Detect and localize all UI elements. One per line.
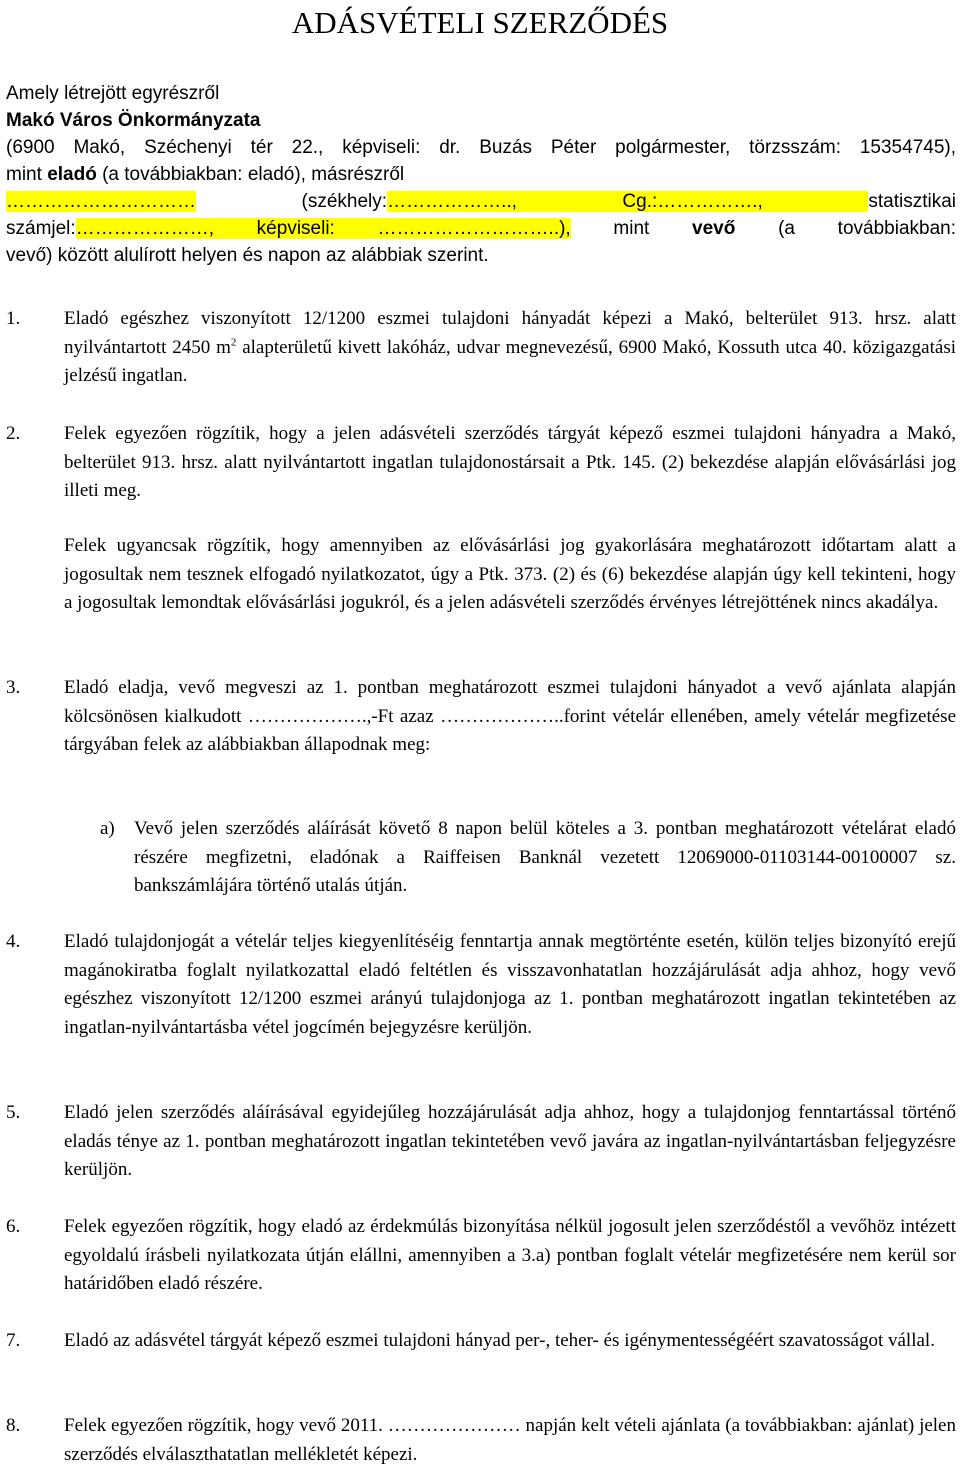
section-number: 2.: [6, 423, 21, 444]
section-1-text-a: Eladó egészhez viszonyított 12/1200 eszmei tulajdoni hányadát képezi a Makó, belterület 913. hrsz. alatt nyilvántartott 2450 m: [64, 308, 956, 358]
seller-name: [6, 107, 956, 134]
section-text: Felek egyezően rögzítik, hogy a jelen adásvételi szerződés tárgyát képező eszmei tulajdoni hányadra a Makó, belterület 913. hrsz. alatt nyilvántartott ingatlan tulajdonostársait a Ptk. 145. (2) bekezdése alapján elővásárlási jog illeti meg.: [64, 423, 956, 502]
section-1: [6, 305, 956, 391]
section-6: [6, 1213, 956, 1299]
section-number: 5.: [6, 1102, 21, 1123]
square-meter-superscript: 2: [230, 336, 237, 349]
buyer-name-blank: …………………………: [6, 191, 196, 212]
section-3: [6, 674, 956, 760]
buyer-role-bold: vevő: [692, 218, 736, 239]
section-2: [6, 420, 956, 506]
section-text: Vevő jelen szerződés aláírását követő 8 napon belül köteles a 3. pontban meghatározott vételárat eladó részére megfizetni, eladónak a Raiffeisen Banknál vezetett 12069000-01103144-00100007 sz. bankszámlájára történő utalás útján.: [134, 818, 956, 897]
seller-role-suffix: (a továbbiakban: eladó), másrészről: [96, 164, 405, 185]
intro-line-1: Amely létrejött egyrészről: [6, 83, 220, 104]
buyer-role-suffix: (a továbbiakban:: [735, 218, 956, 239]
section-4: [6, 928, 956, 1042]
buyer-details-line-1: [6, 188, 956, 215]
section-7: [6, 1327, 956, 1356]
section-number: 6.: [6, 1216, 21, 1237]
section-8: [6, 1412, 956, 1469]
section-number: 8.: [6, 1415, 21, 1436]
section-3a: [100, 815, 956, 901]
intro-closing-line: vevő) között alulírott helyen és napon az alábbiak szerint.: [6, 245, 489, 266]
seller-role-bold: eladó: [47, 164, 97, 185]
section-number: 3.: [6, 677, 21, 698]
section-text: Eladó jelen szerződés aláírásával egyidejűleg hozzájárulását adja ahhoz, hogy a tulajdonjog fenntartással történő eladás ténye az 1. pontban meghatározott ingatlan tekintetében vevő javára az ingatlan-nyilvántartásban feljegyzésre kerüljön.: [64, 1102, 956, 1181]
seller-role-line: [6, 161, 956, 188]
seller-role-prefix: mint: [6, 164, 48, 185]
section-number: 7.: [6, 1330, 21, 1351]
buyer-stat-label: statisztikai: [868, 191, 957, 212]
section-text: Felek egyezően rögzítik, hogy vevő 2011. ………………… napján kelt vételi ajánlata (a továbbiakban: ajánlat) jelen szerződés elválaszthatatlan mellékletét képezi.: [64, 1415, 956, 1465]
seller-details: (6900 Makó, Széchenyi tér 22., képviseli: dr. Buzás Péter polgármester, törzsszám: 15354745),: [6, 137, 956, 158]
section-text: Eladó eladja, vevő megveszi az 1. pontban meghatározott eszmei tulajdoni hányadot a vevő ajánlata alapján kölcsönösen kialkudott ……………….,-Ft azaz ………………..forint vételár ellenében, amely vételár megfizetése tárgyában felek az alábbiakban állapodnak meg:: [64, 677, 956, 756]
seller-name-text: Makó Város Önkormányzata: [6, 110, 261, 131]
buyer-reg-blank: …………….,: [657, 191, 869, 212]
buyer-stat-num-label: számjel:: [6, 218, 76, 239]
buyer-rep-blank: ………………………..),: [377, 218, 571, 239]
section-number: 1.: [6, 308, 21, 329]
section-text: Eladó az adásvétel tárgyát képező eszmei tulajdoni hányad per-, teher- és igénymentességéért szavatosságot vállal.: [64, 1330, 935, 1351]
section-number: 4.: [6, 931, 21, 952]
buyer-role-prefix: mint: [570, 218, 693, 239]
buyer-stat-blank: …………………, képviseli:: [75, 218, 378, 239]
section-5: [6, 1099, 956, 1185]
buyer-seat-label: (székhely:: [196, 191, 388, 212]
section-text: [64, 305, 956, 391]
buyer-seat-blank: ……………….., Cg.:: [387, 191, 658, 212]
buyer-details-line-2: [6, 215, 956, 242]
parties-intro: [6, 80, 956, 269]
section-text: Eladó tulajdonjogát a vételár teljes kiegyenlítéséig fenntartja annak megtörténte esetén, külön teljes bizonyító erejű magánokiratba foglalt nyilatkozattal eladó feltétlen és visszavonhatatlan hozzájárulását adja ahhoz, hogy vevő egészhez viszonyított 12/1200 eszmei arányú tulajdonjoga az 1. pontban meghatározott ingatlan tekintetében az ingatlan-nyilvántartásba vétel jogcímén bejegyzésre kerüljön.: [64, 931, 956, 1038]
document-title: ADÁSVÉTELI SZERZŐDÉS: [291, 5, 669, 40]
section-number: a): [100, 818, 115, 839]
section-2-continued: [6, 532, 956, 618]
section-1-text-b: alapterületű kivett lakóház, udvar megnevezésű, 6900 Makó, Kossuth utca 40. közigazgatási jelzésű ingatlan.: [64, 336, 956, 387]
section-text: Felek egyezően rögzítik, hogy eladó az érdekmúlás bizonyítása nélkül jogosult jelen szerződéstől a vevőhöz intézett egyoldalú írásbeli nyilatkozata útján elállni, amennyiben a 3.a) pontban foglalt vételár megfizetésére nem kerül sor határidőben eladó részére.: [64, 1216, 956, 1295]
section-text: Felek ugyancsak rögzítik, hogy amennyiben az elővásárlási jog gyakorlására meghatározott időtartam alatt a jogosultak nem tesznek elfogadó nyilatkozatot, úgy a Ptk. 373. (2) és (6) bekezdése alapján úgy kell tekinteni, hogy a jogosultak lemondtak elővásárlási jogukról, és a jelen adásvételi szerződés érvényes létrejöttének nincs akadálya.: [64, 535, 956, 614]
